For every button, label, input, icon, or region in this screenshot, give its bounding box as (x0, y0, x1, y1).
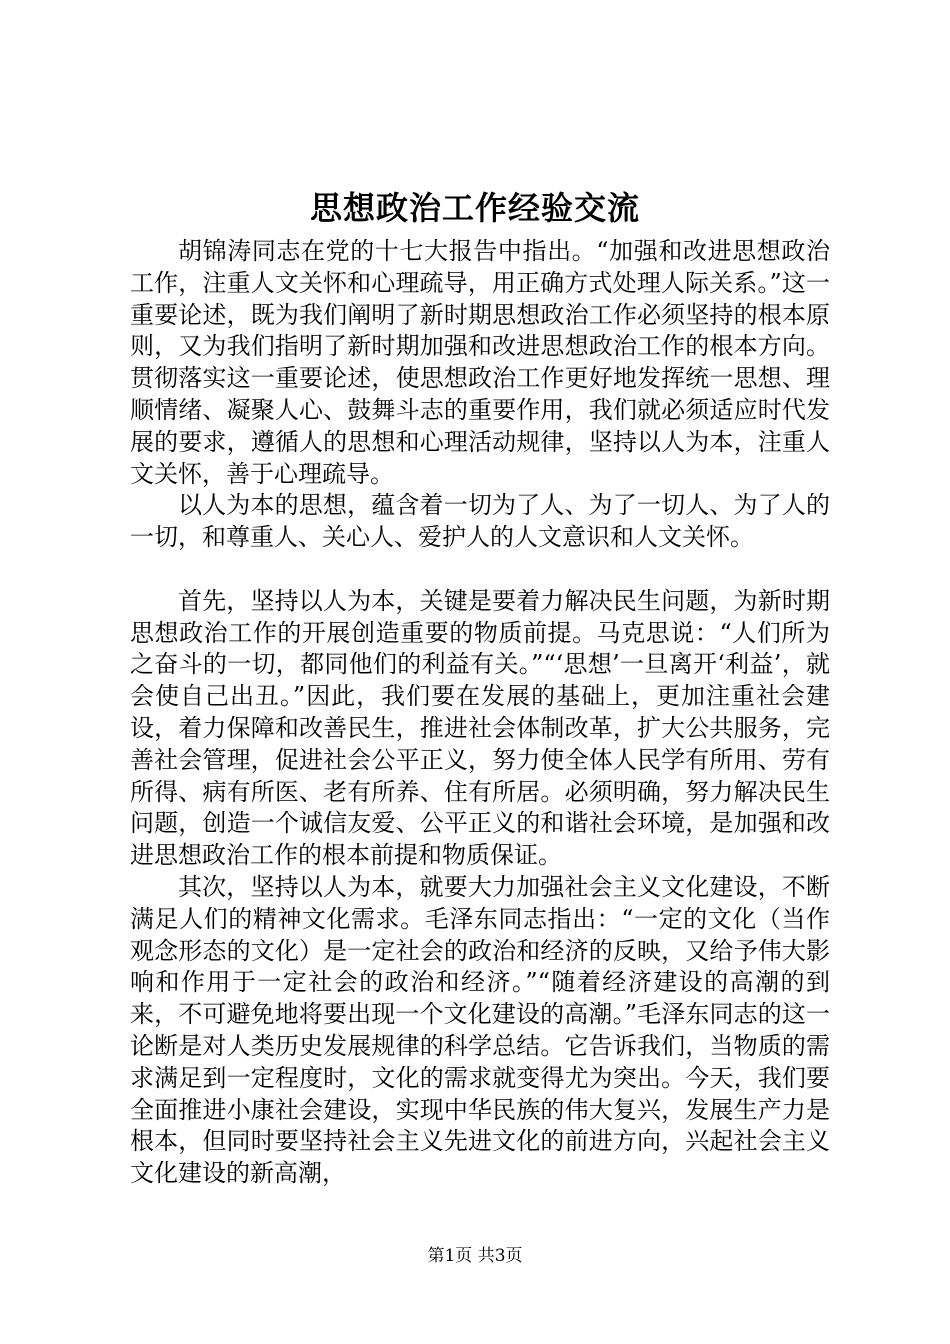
paragraph-4: 其次，坚持以人为本，就要大力加强社会主义文化建设，不断满足人们的精神文化需求。毛泽东同志指出：“一定的文化（当作观念形态的文化）是一定社会的政治和经济的反映，又给予伟大影响和作用于一定社会的政治和经济。”“随着经济建设的高潮的到来，不可避免地将要出现一个文化建设的高潮。”毛泽东同志的这一论断是对人类历史发展规律的科学总结。它告诉我们，当物质的需求满足到一定程度时，文化的需求就变得尤为突出。今天，我们要全面推进小康社会建设，实现中华民族的伟大复兴，发展生产力是根本，但同时要坚持社会主义先进文化的前进方向，兴起社会主义文化建设的新高潮， (130, 872, 830, 1188)
paragraph-3: 首先，坚持以人为本，关键是要着力解决民生问题，为新时期思想政治工作的开展创造重要的物质前提。马克思说：“人们所为之奋斗的一切，都同他们的利益有关。”“‘思想’一旦离开‘利益’，就会使自己出丑。”因此，我们要在发展的基础上，更加注重社会建设，着力保障和改善民生，推进社会体制改革，扩大公共服务，完善社会管理，促进社会公平正义，努力使全体人民学有所用、劳有所得、病有所医、老有所养、住有所居。必须明确，努力解决民生问题，创造一个诚信友爱、公平正义的和谐社会环境，是加强和改进思想政治工作的根本前提和物质保证。 (130, 586, 830, 870)
paragraph-2: 以人为本的思想，蕴含着一切为了人、为了一切人、为了人的一切，和尊重人、关心人、爱护人的人文意识和人文关怀。 (130, 491, 830, 552)
document-body (130, 236, 830, 1190)
document-title: 思想政治工作经验交流 (309, 189, 640, 227)
paragraph-spacer (130, 554, 830, 586)
paragraph-1: 胡锦涛同志在党的十七大报告中指出。“加强和改进思想政治工作，注重人文关怀和心理疏导，用正确方式处理人际关系。”这一重要论述，既为我们阐明了新时期思想政治工作必须坚持的根本原则，又为我们指明了新时期加强和改进思想政治工作的根本方向。贯彻落实这一重要论述，使思想政治工作更好地发挥统一思想、理顺情绪、凝聚人心、鼓舞斗志的重要作用，我们就必须适应时代发展的要求，遵循人的思想和心理活动规律，坚持以人为本，注重人文关怀，善于心理疏导。 (130, 237, 830, 488)
page-number-footer: 第1页 共3页 (427, 1246, 523, 1266)
